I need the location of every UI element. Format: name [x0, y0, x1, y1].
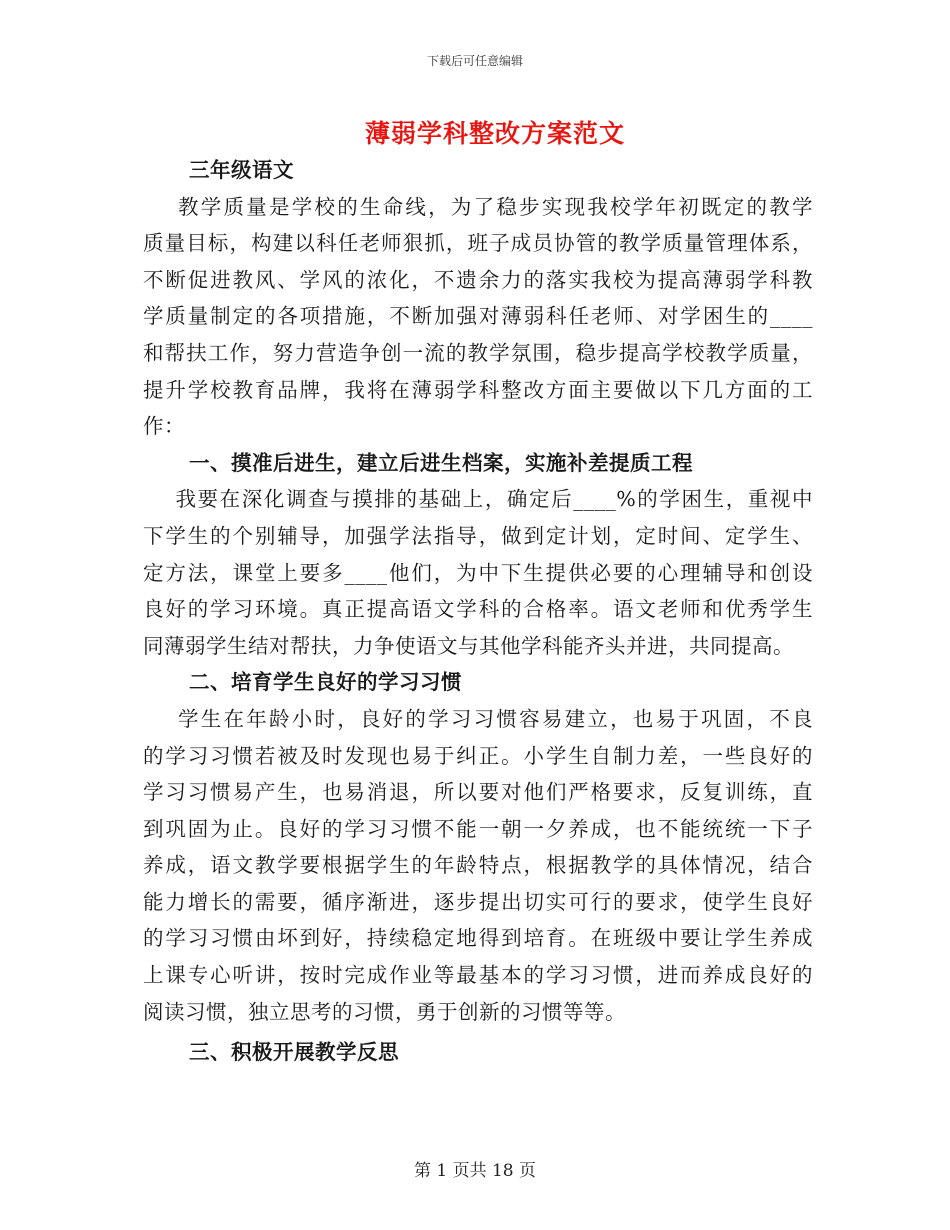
paragraph-line: 能力增长的需要，循序渐进，逐步提出切实可行的要求，使学生良好 [143, 889, 813, 914]
paragraph-line: 学质量制定的各项措施，不断加强对薄弱科任老师、对学困生的____ [143, 304, 813, 329]
section-1-paragraph [143, 481, 813, 664]
document-title: 薄弱学科整改方案范文 [364, 119, 625, 148]
paragraph-line: 同薄弱学生结对帮扶，力争使语文与其他学科能齐头并进，共同提高。 [143, 633, 794, 658]
paragraph-line: 养成，语文教学要根据学生的年龄特点，根据教学的具体情况，结合 [143, 853, 813, 878]
paragraph-line: 提升学校教育品牌，我将在薄弱学科整改方面主要做以下几方面的工 [143, 377, 813, 402]
document-body [143, 152, 813, 1071]
page-indicator: 第 1 页共 18 页 [413, 1161, 537, 1181]
intro-paragraph [143, 189, 813, 445]
paragraph-line: 阅读习惯，独立思考的习惯，勇于创新的习惯等等。 [143, 999, 626, 1024]
paragraph-line: 教学质量是学校的生命线，为了稳步实现我校学年初既定的教学 [143, 194, 813, 219]
paragraph-line: 的学习习惯由坏到好，持续稳定地得到培育。在班级中要让学生养成 [143, 926, 813, 951]
paragraph-line: 不断促进教风、学风的浓化，不遗余力的落实我校为提高薄弱学科教 [143, 267, 813, 292]
section-heading-1: 一、摸准后进生，建立后进生档案，实施补差提质工程 [189, 450, 693, 475]
section-heading-2: 二、培育学生良好的学习习惯 [189, 670, 462, 695]
paragraph-line: 上课专心听讲，按时完成作业等最基本的学习习惯，进而养成良好的 [143, 963, 813, 988]
paragraph-line: 定方法，课堂上要多____他们，为中下生提供必要的心理辅导和创设 [143, 560, 813, 585]
paragraph-line: 学习习惯易产生，也易消退，所以要对他们严格要求，反复训练，直 [143, 780, 813, 805]
paragraph-line: 下学生的个别辅导，加强学法指导，做到定计划，定时间、定学生、 [143, 523, 813, 548]
paragraph-line: 到巩固为止。良好的学习习惯不能一朝一夕养成，也不能统统一下子 [143, 816, 813, 841]
subject-heading: 三年级语文 [189, 158, 294, 182]
page-header-note: 下载后可任意编辑 [426, 54, 523, 68]
paragraph-line: 和帮扶工作，努力营造争创一流的教学氛围，稳步提高学校教学质量， [143, 340, 813, 365]
paragraph-line: 作： [143, 414, 185, 439]
paragraph-line: 的学习习惯若被及时发现也易于纠正。小学生自制力差，一些良好的 [143, 743, 813, 768]
paragraph-line: 质量目标，构建以科任老师狠抓，班子成员协管的教学质量管理体系， [143, 231, 813, 256]
paragraph-line: 学生在年龄小时，良好的学习习惯容易建立，也易于巩固，不良 [143, 706, 813, 731]
section-2-paragraph [143, 701, 813, 1030]
paragraph-line: 良好的学习环境。真正提高语文学科的合格率。语文老师和优秀学生 [143, 597, 813, 622]
paragraph-line: 我要在深化调查与摸排的基础上，确定后____%的学困生，重视中 [143, 487, 813, 512]
section-heading-3: 三、积极开展教学反思 [189, 1040, 399, 1065]
